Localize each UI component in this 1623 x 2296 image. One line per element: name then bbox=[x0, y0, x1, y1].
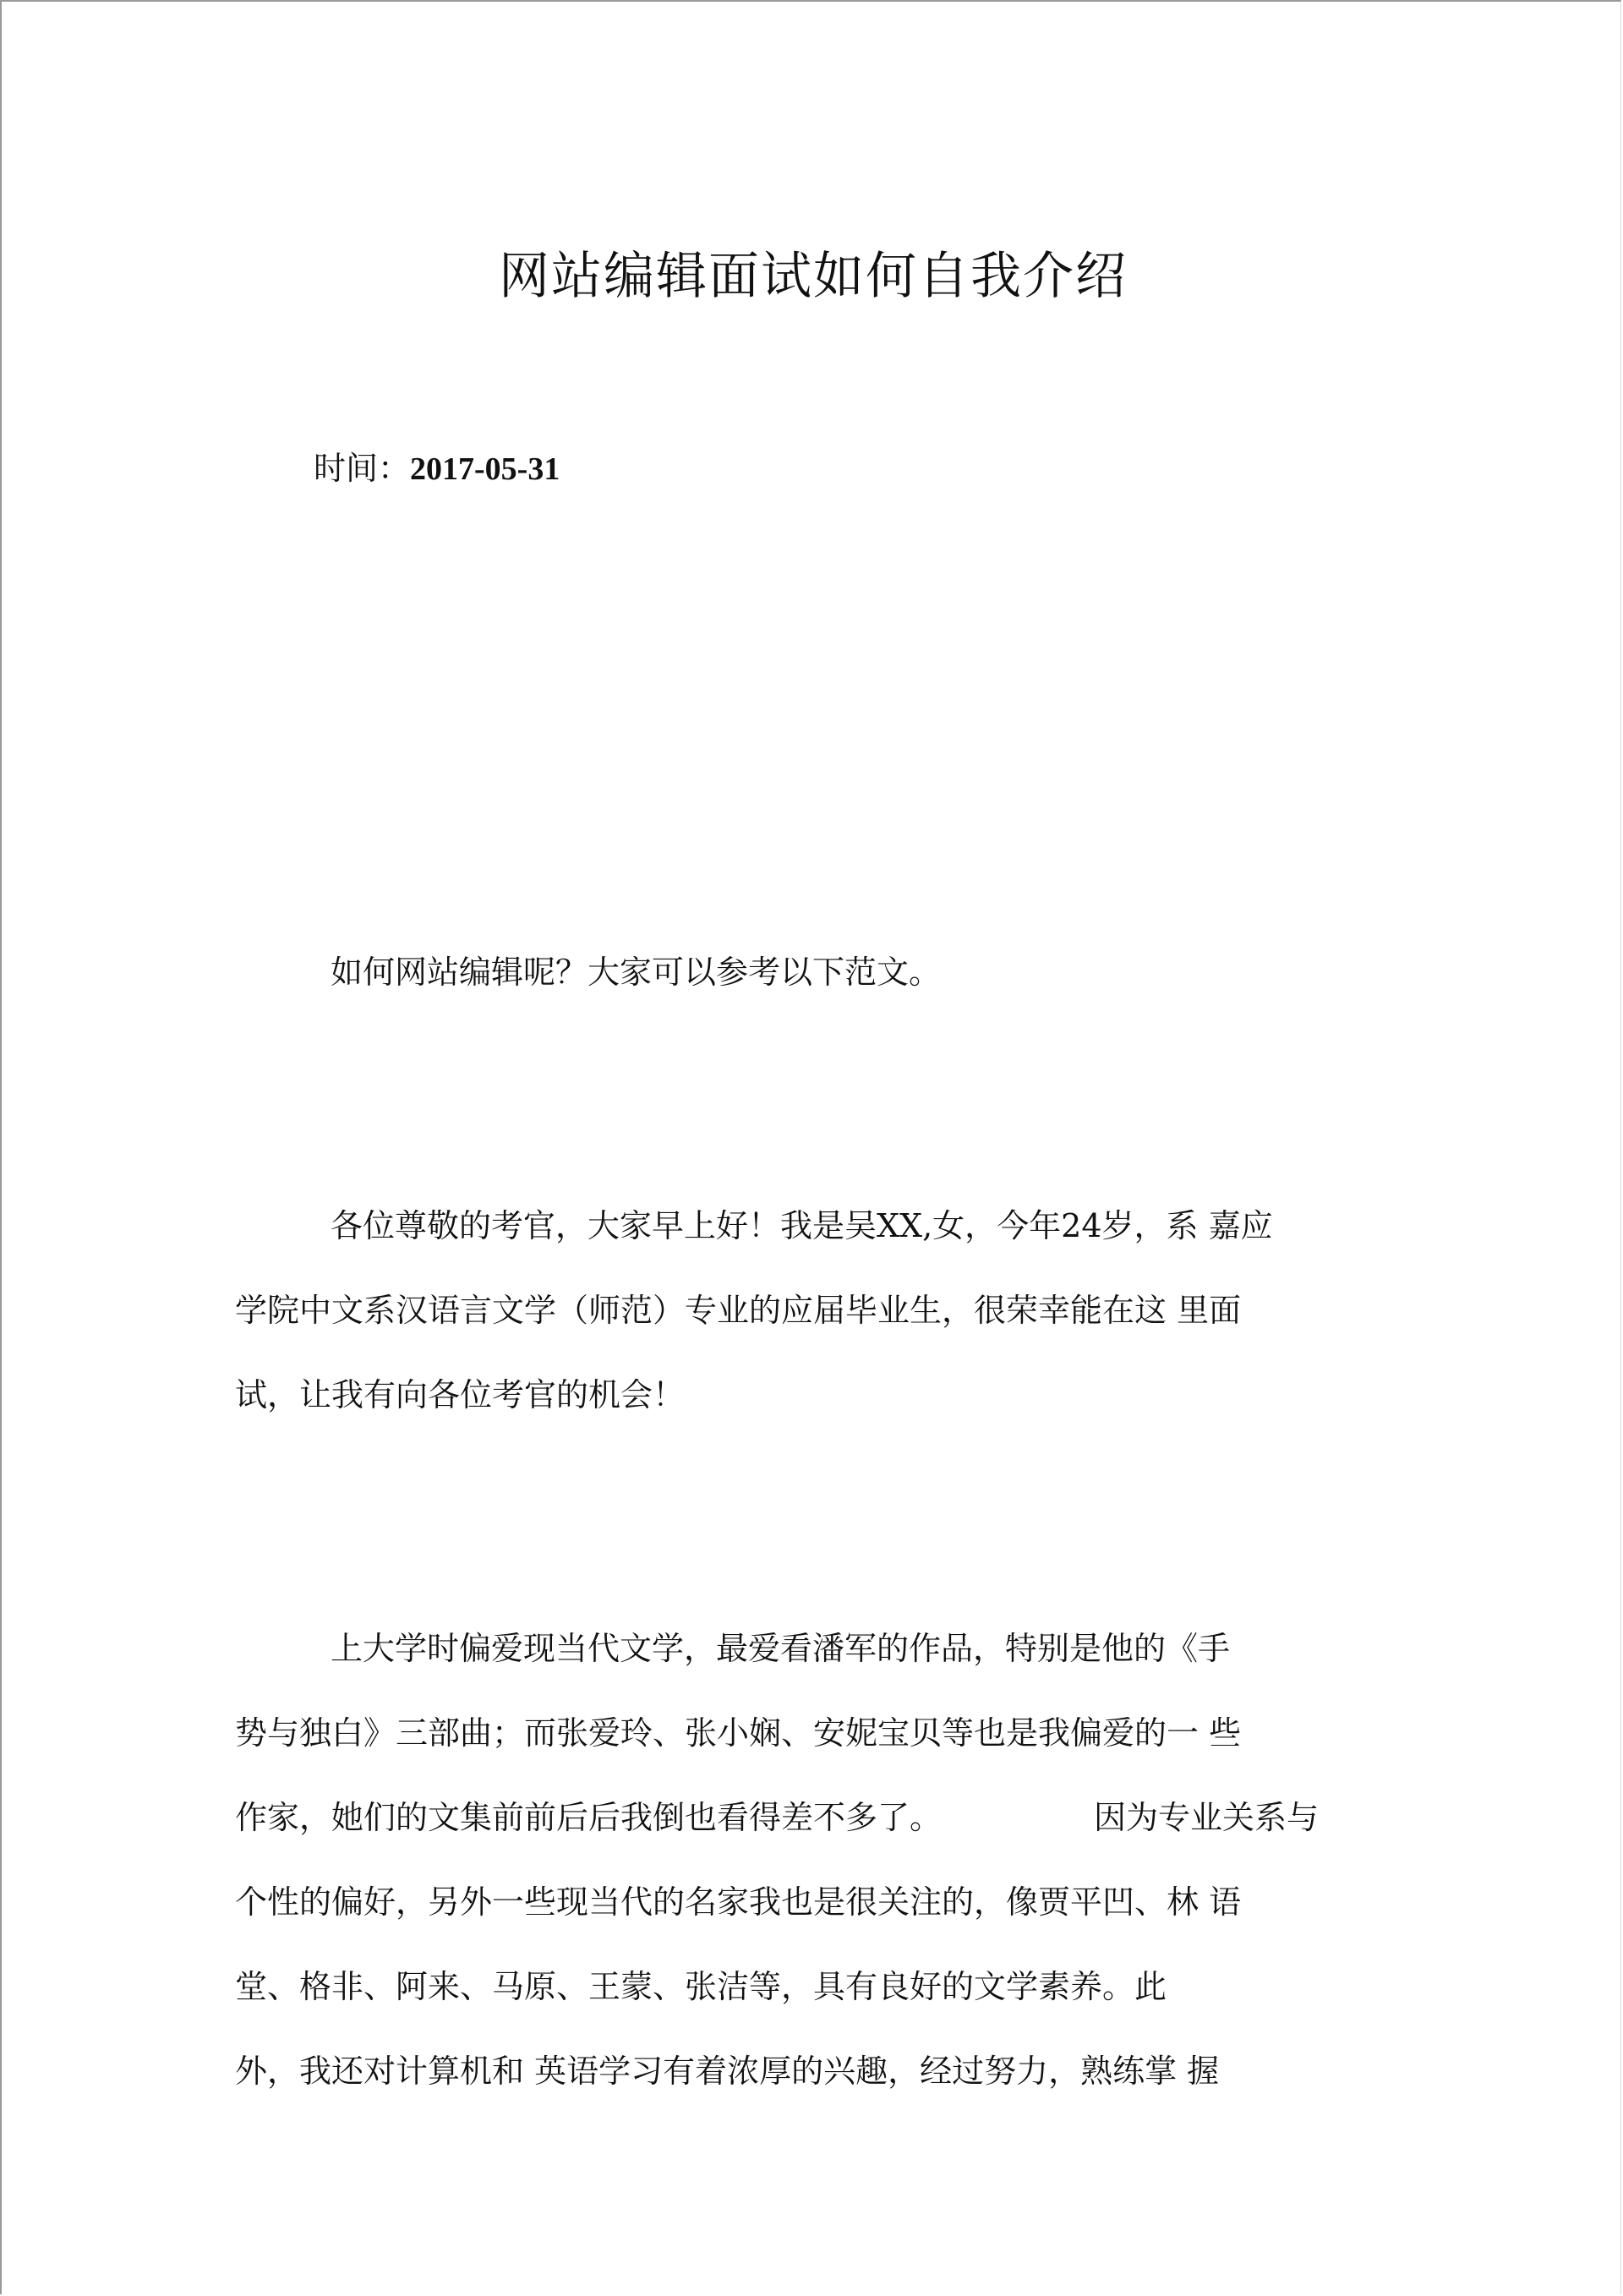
intro-text: 如何网站编辑呢？大家可以参考以下范文。 bbox=[331, 954, 942, 991]
date-value: 2017-05-31 bbox=[410, 451, 560, 487]
date-label: 时间： bbox=[314, 450, 411, 487]
paragraph1-line3: 试，让我有向各位考官的机会！ bbox=[235, 1376, 686, 1413]
paragraph2-line2: 势与独白》三部曲；而张爱玲、张小娴、安妮宝贝等也是我偏爱的一 些 bbox=[235, 1714, 1242, 1752]
paragraph2-line3b: 因为专业关系与 bbox=[1094, 1799, 1320, 1836]
publish-date bbox=[314, 443, 560, 495]
document-title: 网站编辑面试如何自我介绍 bbox=[499, 247, 1128, 306]
paragraph2-line3a: 作家，她们的文集前前后后我倒也看得差不多了。 bbox=[235, 1799, 943, 1836]
paragraph2-line1: 上大学时偏爱现当代文学，最爱看潘军的作品，特别是他的《手 bbox=[331, 1630, 1231, 1667]
paragraph2-line4: 个性的偏好，另外一些现当代的名家我也是很关注的，像贾平凹、林 语 bbox=[235, 1883, 1242, 1921]
paragraph1-line2: 学院中文系汉语言文学（师范）专业的应届毕业生，很荣幸能在这 里面 bbox=[235, 1292, 1242, 1329]
paragraph2-line5: 堂、格非、阿来、马原、王蒙、张洁等，具有良好的文学素养。此 bbox=[235, 1968, 1167, 2005]
paragraph2-line6: 外，我还对计算机和 英语学习有着浓厚的兴趣，经过努力，熟练掌 握 bbox=[235, 2053, 1220, 2090]
paragraph1-line1: 各位尊敬的考官，大家早上好！我是吴XX,女，今年24岁，系 嘉应 bbox=[331, 1207, 1273, 1244]
